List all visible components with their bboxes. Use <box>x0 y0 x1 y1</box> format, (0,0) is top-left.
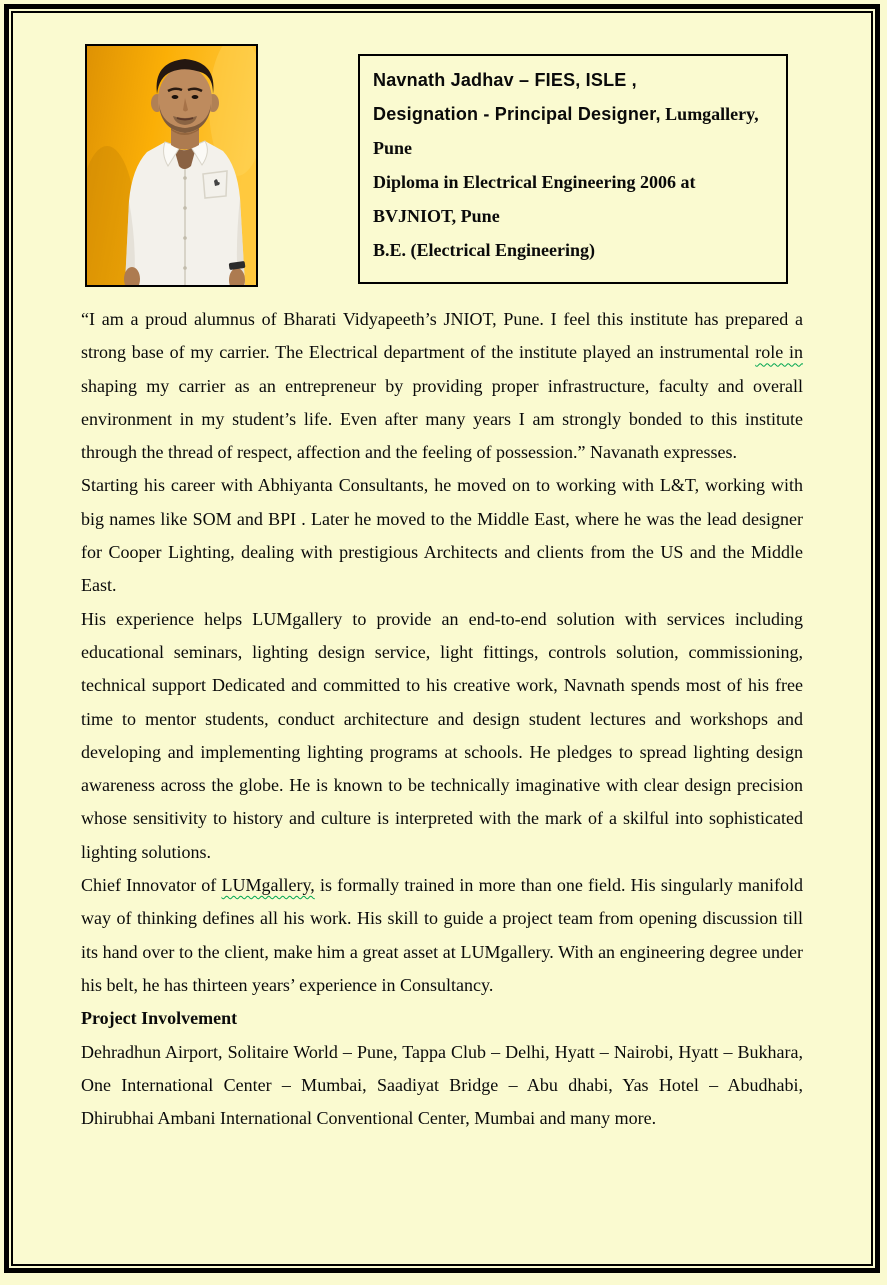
spellcheck-flagged-text: role in <box>755 342 803 363</box>
profile-designation <box>373 97 774 131</box>
profile-diploma: Diploma in Electrical Engineering 2006 at <box>373 172 696 192</box>
innovator-text-post: is formally trained in more than one field. His singularly manifold way of thinking defines all his work. His skill to guide a project team from opening discussion till its hand over to the client, make him a great asset at LUMgallery. With an engineering degree under his belt, he has thirteen years’ experience in Consultancy. <box>81 875 803 995</box>
paragraph-projects: Dehradhun Airport, Solitaire World – Pune, Tappa Club – Delhi, Hyatt – Nairobi, Hyatt – Bukhara, One International Center – Mumbai, Saadiyat Bridge – Abu dhabi, Yas Hotel – Abudhabi, Dhirubhai Ambani International Conventional Center, Mumbai and many more. <box>81 1041 803 1129</box>
paragraph-quote <box>81 303 803 469</box>
article-body <box>81 303 803 1135</box>
innovator-text-pre: Chief Innovator of <box>81 875 222 896</box>
man-portrait-illustration <box>87 46 256 285</box>
quote-text-pre: “I am a proud alumnus of Bharati Vidyapeeth’s JNIOT, Pune. I feel this institute has prepared a strong base of my carrier. The Electrical department of the institute played an instrumental <box>81 309 803 363</box>
designation-company: Lumgallery, <box>660 104 759 124</box>
profile-info-box <box>358 54 788 284</box>
profile-institute: BVJNIOT, Pune <box>373 206 500 226</box>
designation-label: Designation - Principal Designer, <box>373 104 661 124</box>
paragraph-career: Starting his career with Abhiyanta Consultants, he moved on to working with L&T, working with big names like SOM and BPI . Later he moved to the Middle East, where he was the lead designer for Cooper Lighting, dealing with prestigious Architects and clients from the US and the Middle East. <box>81 475 803 596</box>
portrait-photo <box>85 44 258 287</box>
section-heading-project-involvement: Project Involvement <box>81 1008 238 1029</box>
profile-name: Navnath Jadhav – FIES, ISLE , <box>373 70 637 90</box>
paragraph-innovator <box>81 869 803 1002</box>
paragraph-experience: His experience helps LUMgallery to provide an end-to-end solution with services including educational seminars, lighting design service, light fittings, controls solution, commissioning, technical support Dedicated and committed to his creative work, Navnath spends most of his free time to mentor students, conduct architecture and design student lectures and workshops and developing and implementing lighting programs at schools. He pledges to spread lighting design awareness across the globe. He is known to be technically imaginative with clear design precision whose sensitivity to history and culture is interpreted with the mark of a skilful into sophisticated lighting solutions. <box>81 608 803 862</box>
spellcheck-flagged-text: LUMgallery, <box>221 875 315 896</box>
profile-city: Pune <box>373 138 413 158</box>
quote-text-post: shaping my carrier as an entrepreneur by providing proper infrastructure, faculty and overall environment in my student’s life. Even after many years I am strongly bonded to this institute through the thread of respect, affection and the feeling of possession.” Navanath expresses. <box>81 375 803 463</box>
profile-degree: B.E. (Electrical Engineering) <box>373 240 595 260</box>
